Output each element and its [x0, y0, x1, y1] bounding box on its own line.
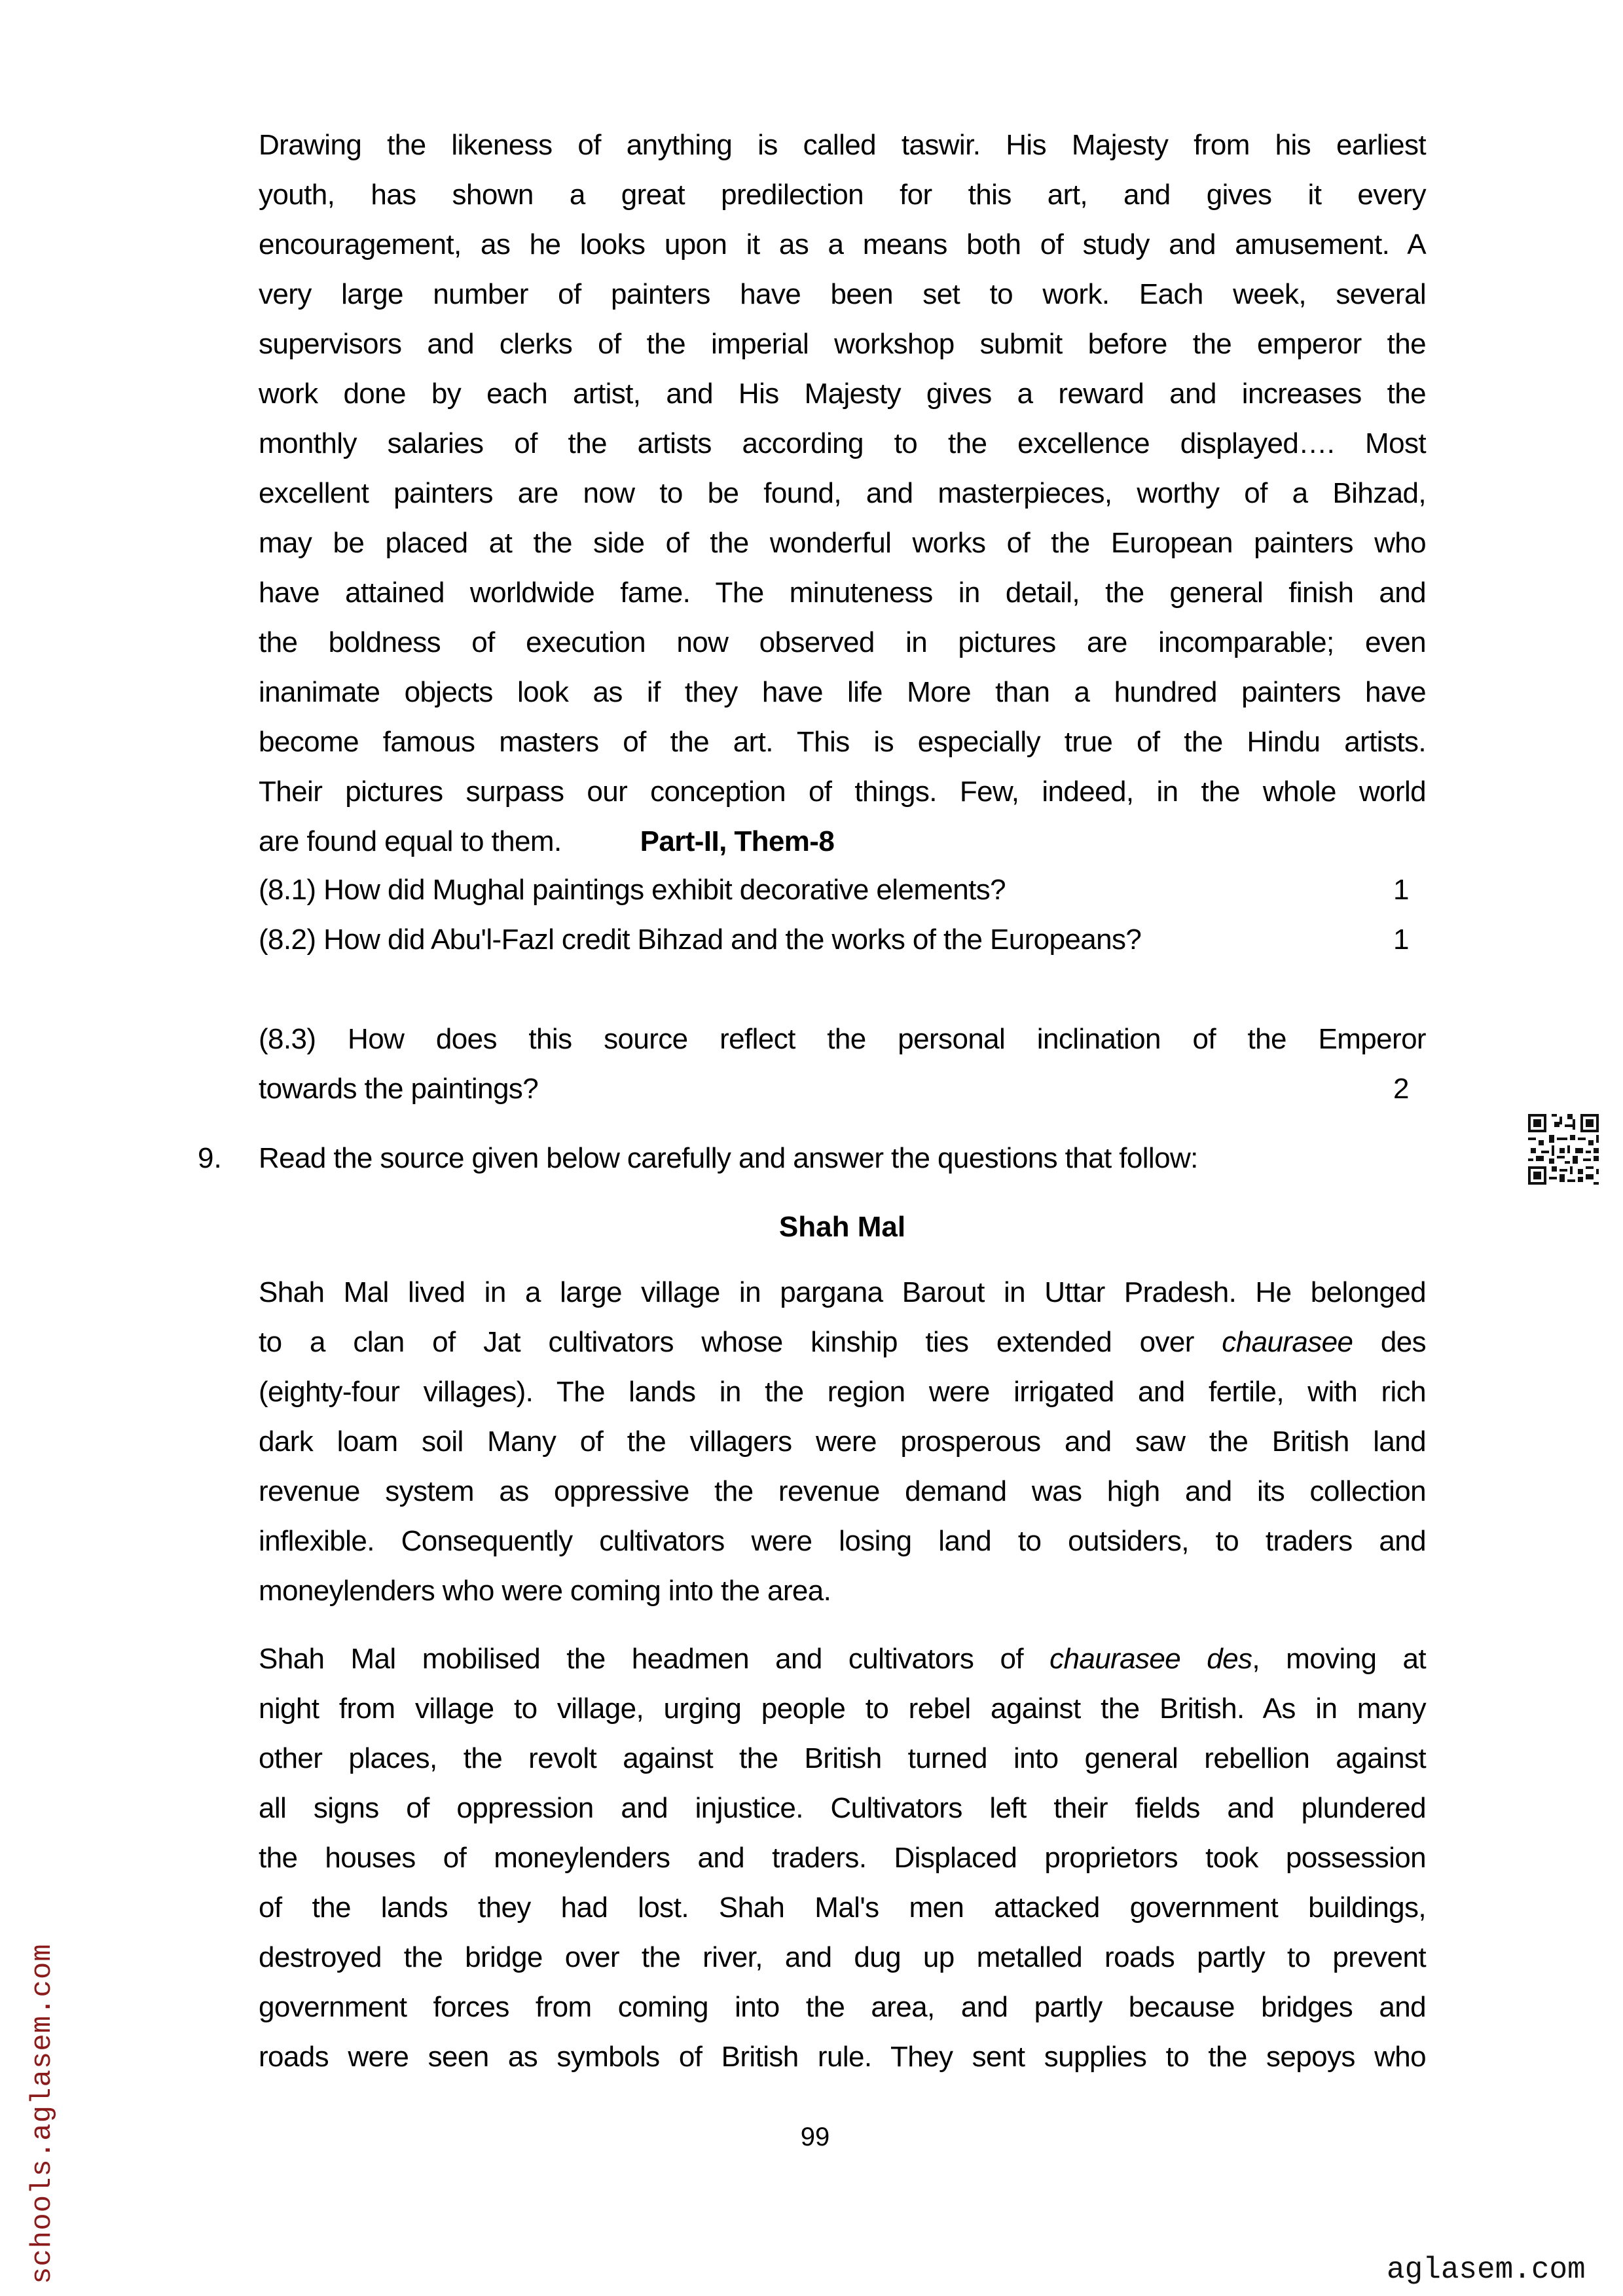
passage-line: (eighty-four villages). The lands in the region were irrigated and fertile, with rich: [259, 1376, 1426, 1408]
passage-line: monthly salaries of the artists according to the excellence displayed…. Most: [259, 427, 1426, 459]
question-8-3-line1: (8.3) How does this source reflect the personal inclination of the Emperor: [259, 1023, 1426, 1055]
passage-line: Drawing the likeness of anything is called taswir. His Majesty from his earliest: [259, 129, 1426, 161]
passage-line-text: are found equal to them.: [259, 825, 562, 857]
passage-line: roads were seen as symbols of British rule. They sent supplies to the sepoys who: [259, 2041, 1426, 2073]
passage-line: the boldness of execution now observed in pictures are incomparable; even: [259, 626, 1426, 658]
italic-term: chaurasee: [1222, 1326, 1353, 1358]
passage-line: moneylenders who were coming into the area.: [259, 1575, 831, 1607]
text-run: to a clan of Jat cultivators whose kinship ties extended over: [259, 1326, 1222, 1358]
qr-code-icon: [1525, 1111, 1601, 1187]
watermark-left: schools.aglasem.com: [26, 1943, 59, 2284]
source-title: Shah Mal: [778, 1211, 906, 1243]
passage-line: night from village to village, urging people to rebel against the British. As in many: [259, 1693, 1426, 1725]
passage-line: Shah Mal lived in a large village in pargana Barout in Uttar Pradesh. He belonged: [259, 1276, 1426, 1308]
passage-line: [259, 1318, 1426, 1367]
passage-line: excellent painters are now to be found, and masterpieces, worthy of a Bihzad,: [259, 477, 1426, 509]
passage-line: work done by each artist, and His Majesty gives a reward and increases the: [259, 378, 1426, 410]
text-run: des: [1353, 1326, 1426, 1358]
passage-line: Their pictures surpass our conception of things. Few, indeed, in the whole world: [259, 776, 1426, 808]
passage-line: all signs of oppression and injustice. Cultivators left their fields and plundered: [259, 1792, 1426, 1824]
passage-line: become famous masters of the art. This is especially true of the Hindu artists.: [259, 726, 1426, 758]
passage-line: of the lands they had lost. Shah Mal's men attacked government buildings,: [259, 1892, 1426, 1924]
passage-line: inanimate objects look as if they have life More than a hundred painters have: [259, 676, 1426, 708]
marks-8-1: 1: [1393, 874, 1410, 906]
passage-line: other places, the revolt against the British turned into general rebellion against: [259, 1742, 1426, 1774]
question-8-1: (8.1) How did Mughal paintings exhibit decorative elements?: [259, 874, 1006, 906]
passage-line: dark loam soil Many of the villagers were prosperous and saw the British land: [259, 1426, 1426, 1458]
passage-line: destroyed the bridge over the river, and dug up metalled roads partly to prevent: [259, 1941, 1426, 1973]
marks-8-3: 2: [1393, 1073, 1410, 1105]
passage-line: youth, has shown a great predilection for this art, and gives it every: [259, 179, 1426, 211]
page-number: 99: [800, 2123, 830, 2151]
text-run: Shah Mal mobilised the headmen and cultivators of: [259, 1643, 1050, 1675]
watermark-right: aglasem.com: [1387, 2253, 1586, 2287]
question-8-3-line2: towards the paintings?: [259, 1073, 539, 1105]
passage-line: [259, 1634, 1426, 1684]
passage-line: the houses of moneylenders and traders. Displaced proprietors took possession: [259, 1842, 1426, 1874]
passage-line: supervisors and clerks of the imperial workshop submit before the emperor the: [259, 328, 1426, 360]
passage-line: may be placed at the side of the wonderful works of the European painters who: [259, 527, 1426, 559]
marks-8-2: 1: [1393, 924, 1410, 956]
passage-line: very large number of painters have been set to work. Each week, several: [259, 278, 1426, 310]
question-9-instruction: Read the source given below carefully and answer the questions that follow:: [259, 1142, 1198, 1174]
text-run: , moving at: [1252, 1643, 1427, 1675]
question-8-2: (8.2) How did Abu'l-Fazl credit Bihzad and the works of the Europeans?: [259, 924, 1142, 956]
passage-line: encouragement, as he looks upon it as a means both of study and amusement. A: [259, 228, 1426, 260]
passage-line: inflexible. Consequently cultivators were losing land to outsiders, to traders and: [259, 1525, 1426, 1557]
passage-line: government forces from coming into the area, and partly because bridges and: [259, 1991, 1426, 2023]
passage-line: revenue system as oppressive the revenue demand was high and its collection: [259, 1475, 1426, 1507]
passage-line: have attained worldwide fame. The minuteness in detail, the general finish and: [259, 577, 1426, 609]
italic-term: chaurasee des: [1049, 1643, 1252, 1675]
source-reference: Part-II, Them-8: [640, 825, 835, 857]
question-number: 9.: [198, 1142, 222, 1174]
passage-last-line: [259, 817, 1426, 867]
